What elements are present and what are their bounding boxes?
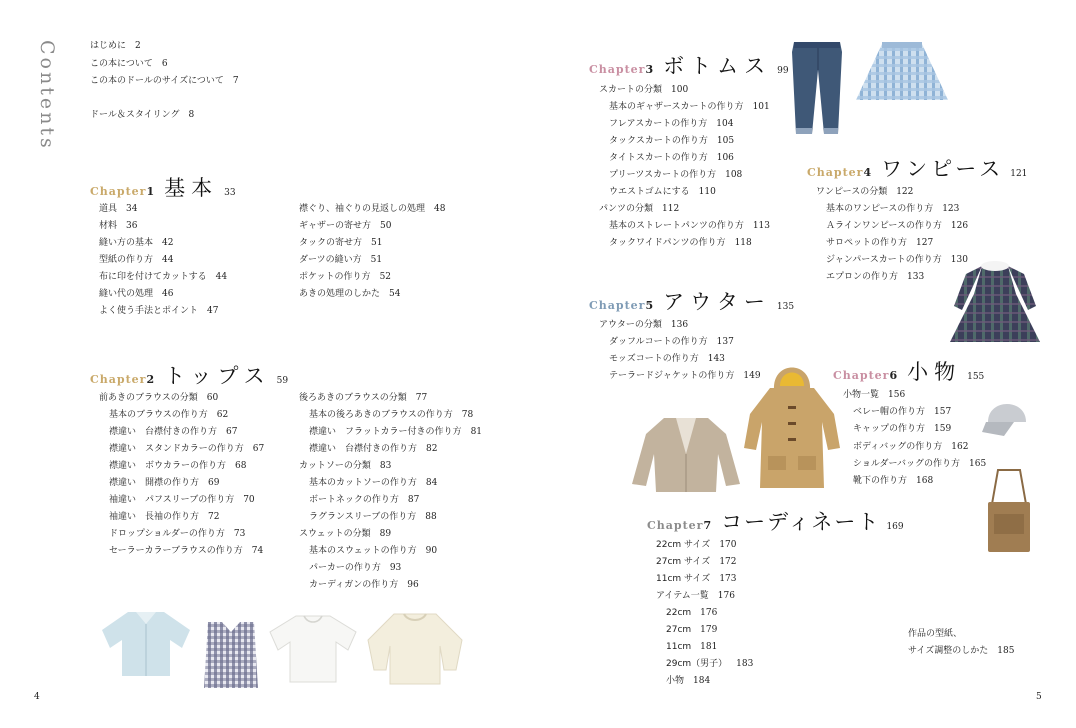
toc-entry [666, 659, 753, 670]
toc-entry-page: 36 [126, 221, 138, 231]
toc-entry-text: 22cm サイズ [656, 540, 711, 550]
toc-entry-page: 51 [370, 255, 383, 265]
toc-entry [299, 204, 445, 215]
toc-entry-page: 168 [916, 476, 934, 486]
plaid-skirt-photo [852, 40, 952, 104]
toc-entry [609, 136, 734, 147]
toc-entry [309, 478, 437, 489]
folio-left: 4 [34, 692, 40, 702]
toc-entry-text: 袖違い パフスリーブの作り方 [109, 495, 235, 505]
chapter-title: コーディネート [721, 510, 881, 534]
toc-entry-page: 69 [208, 478, 220, 488]
chapter-title: トップス [164, 364, 271, 388]
toc-entry-page: 133 [907, 272, 925, 282]
chapter-6-heading [833, 356, 984, 386]
toc-entry-text: アイテム一覧 [656, 591, 709, 601]
toc-entry [609, 119, 733, 130]
toc-entry-text: サロペットの作り方 [826, 238, 908, 248]
toc-entry [309, 546, 437, 557]
white-tee-photo [268, 612, 358, 684]
chapter-label: Chapter [833, 369, 890, 382]
toc-entry-page: 127 [916, 238, 934, 248]
toc-entry [609, 153, 734, 164]
toc-entry-text: 後ろあきのブラウスの分類 [299, 393, 407, 403]
chapter-5-heading [589, 286, 794, 316]
toc-entry [309, 410, 473, 421]
toc-entry-text: 前あきのブラウスの分類 [99, 393, 198, 403]
toc-entry [90, 110, 194, 121]
toc-entry [826, 238, 933, 249]
toc-entry [609, 187, 716, 198]
toc-entry-page: 73 [233, 529, 246, 539]
toc-entry-text: 縫い代の処理 [99, 289, 154, 299]
toc-entry-page: 82 [426, 444, 438, 454]
chapter-4-heading [807, 153, 1027, 183]
toc-entry-text: カットソーの分類 [299, 461, 371, 471]
toc-entry [99, 255, 173, 266]
toc-entry-text: この本のドールのサイズについて [90, 76, 224, 86]
toc-entry [109, 478, 219, 489]
toc-entry-page: 46 [162, 289, 174, 299]
toc-entry [99, 393, 218, 404]
toc-entry-text: スカートの分類 [599, 85, 663, 95]
toc-entry-text: 基本のギャザースカートの作り方 [609, 102, 744, 112]
chapter-number: 1 [146, 185, 155, 198]
chapter-number: 5 [645, 299, 654, 312]
toc-entry-page: 67 [252, 444, 265, 454]
toc-entry [99, 272, 227, 283]
toc-entry-text: タックワイドパンツの作り方 [609, 238, 726, 248]
toc-entry [666, 676, 710, 687]
toc-entry-page: 170 [719, 540, 737, 550]
plaid-dress-photo [946, 258, 1044, 346]
chapter-title: 基本 [164, 176, 219, 200]
toc-entry-page: 51 [371, 238, 383, 248]
chapter-page: 33 [224, 188, 236, 198]
chapter-title: ワンピース [881, 157, 1005, 181]
toc-entry-page: 181 [700, 642, 718, 652]
toc-entry [666, 625, 717, 636]
toc-entry-page: 149 [743, 371, 761, 381]
toc-entry [109, 427, 237, 438]
chapter-label: Chapter [807, 166, 864, 179]
toc-entry-text: ポケットの作り方 [299, 272, 371, 282]
chapter-7-heading [647, 506, 904, 536]
toc-entry-text: タックスカートの作り方 [609, 136, 708, 146]
toc-entry-text: 材料 [99, 221, 118, 231]
toc-entry-page: 179 [700, 625, 718, 635]
tailored-jacket-photo [630, 414, 742, 494]
toc-entry-text: 基本のブラウスの作り方 [109, 410, 208, 420]
toc-entry-text: 襟違い スタンドカラーの作り方 [109, 444, 244, 454]
toc-entry-page: 78 [461, 410, 474, 420]
chapter-page: 135 [776, 302, 795, 312]
toc-entry-page: 7 [232, 76, 239, 86]
toc-entry-page: 143 [707, 354, 725, 364]
toc-entry-page: 159 [934, 424, 952, 435]
toc-entry [826, 221, 968, 232]
toc-entry-page: 173 [719, 574, 737, 584]
toc-entry [299, 393, 427, 404]
toc-entry-text: 靴下の作り方 [853, 476, 908, 486]
toc-entry [109, 512, 219, 523]
chapter-title: アウター [663, 290, 771, 314]
toc-entry [666, 642, 717, 653]
toc-entry-text: 襟ぐり、袖ぐりの見返しの処理 [299, 204, 426, 214]
toc-entry-text: プリーツスカートの作り方 [609, 170, 717, 180]
toc-entry-text: 縫い方の基本 [99, 238, 154, 248]
toc-entry [299, 289, 400, 300]
toc-entry-text: タックの寄せ方 [299, 238, 363, 248]
toc-entry-text: 小物一覧 [843, 390, 880, 400]
toc-entry-page: 52 [379, 272, 392, 282]
chapter-number: 6 [889, 369, 898, 382]
toc-entry-text: モッズコートの作り方 [609, 354, 699, 364]
toc-entry-page: 48 [434, 204, 446, 214]
chapter-label: Chapter [90, 373, 147, 386]
chapter-title: 小物 [907, 360, 962, 384]
chapter-3-heading [589, 50, 789, 80]
toc-entry [853, 424, 951, 435]
toc-entry [299, 529, 391, 540]
toc-entry-text: 襟違い ボウカラーの作り方 [109, 461, 227, 471]
toc-entry-text: エプロンの作り方 [826, 272, 899, 282]
toc-entry [853, 459, 986, 470]
toc-entry-text: 小物 [666, 676, 685, 686]
chapter-number: 4 [863, 166, 872, 179]
toc-entry-text: 27cm サイズ [656, 557, 711, 567]
toc-entry [309, 495, 419, 506]
toc-entry [90, 76, 239, 87]
toc-entry [599, 320, 688, 331]
chapter-label: Chapter [589, 299, 646, 312]
toc-entry-page: 87 [407, 495, 420, 505]
toc-entry-text: ラグランスリーブの作り方 [309, 512, 417, 522]
toc-entry-text: ボディバッグの作り方 [853, 441, 943, 452]
toc-entry [109, 444, 264, 455]
toc-entry-text: はじめに [90, 41, 127, 51]
toc-entry-page: 93 [389, 563, 402, 573]
chapter-label: Chapter [647, 519, 704, 532]
toc-entry-page: 54 [389, 289, 401, 299]
pattern-note-line1: 作品の型紙、 [908, 629, 963, 639]
toc-entry-page: 81 [470, 427, 483, 437]
toc-entry-text: セーラーカラーブラウスの作り方 [109, 546, 243, 556]
toc-entry-page: 96 [407, 580, 419, 590]
folio-right: 5 [1036, 692, 1042, 702]
toc-entry-page: 6 [161, 58, 168, 69]
toc-entry [109, 546, 263, 557]
toc-entry-text: 道具 [99, 204, 118, 214]
toc-entry-text: Ａラインワンピースの作り方 [826, 221, 942, 231]
toc-entry-page: 72 [208, 512, 220, 522]
toc-entry [309, 512, 437, 523]
toc-entry [309, 427, 482, 438]
toc-entry-page: 34 [126, 204, 138, 214]
toc-entry-page: 137 [716, 337, 734, 347]
toc-entry [853, 476, 933, 487]
toc-entry-page: 90 [425, 546, 438, 556]
toc-entry-text: この本について [90, 58, 153, 69]
duffle-coat-photo [742, 356, 842, 492]
toc-entry-text: テーラードジャケットの作り方 [609, 371, 735, 381]
toc-entry [299, 461, 391, 472]
toc-entry [109, 495, 255, 506]
toc-entry-page: 84 [425, 478, 438, 488]
toc-entry-text: ショルダーバッグの作り方 [853, 458, 961, 469]
toc-entry-page: 67 [226, 427, 238, 437]
toc-entry-page: 176 [700, 608, 718, 618]
toc-entry-text: 11cm [666, 642, 692, 652]
toc-entry [609, 170, 742, 181]
toc-entry-page: 183 [736, 659, 754, 669]
toc-entry-text: キャップの作り方 [853, 424, 926, 435]
toc-entry-page: 74 [251, 546, 264, 556]
toc-entry-text: 型紙の作り方 [99, 255, 154, 265]
toc-entry-text: ワンピースの分類 [816, 187, 888, 197]
toc-entry-text: ベレー帽の作り方 [853, 407, 926, 418]
toc-entry-page: 118 [734, 238, 752, 248]
toc-entry-text: 27cm [666, 625, 692, 635]
toc-entry-page: 172 [719, 557, 737, 567]
toc-entry [309, 444, 437, 455]
toc-entry-page: 123 [942, 204, 960, 214]
toc-entry-page: 104 [716, 119, 734, 129]
toc-entry [656, 574, 737, 585]
shoulder-bag-photo [984, 464, 1034, 554]
toc-entry-text: ウエストゴムにする [609, 187, 690, 197]
toc-entry-text: カーディガンの作り方 [309, 580, 399, 590]
blouse-photo [98, 608, 194, 678]
toc-entry [609, 102, 770, 113]
toc-entry [826, 272, 924, 283]
toc-entry [309, 563, 401, 574]
toc-entry-text: 11cm サイズ [656, 574, 711, 584]
chapter-number: 3 [645, 63, 654, 76]
toc-entry-text: 22cm [666, 608, 692, 618]
toc-entry-text: アウターの分類 [599, 320, 662, 330]
toc-entry-text: ドール＆スタイリング [90, 110, 180, 120]
toc-entry [826, 204, 959, 215]
toc-entry-page: 42 [162, 238, 174, 248]
knit-sweater-photo [364, 610, 466, 686]
toc-entry-page: 2 [135, 41, 141, 51]
toc-entry-text: 袖違い 長袖の作り方 [109, 512, 200, 522]
toc-entry-text: 基本のスウェットの作り方 [309, 546, 417, 556]
toc-entry-page: 130 [950, 255, 968, 265]
toc-entry-text: ギャザーの寄せ方 [299, 221, 372, 231]
toc-entry [599, 204, 679, 215]
toc-entry-text: よく使う手法とポイント [99, 306, 199, 316]
toc-entry-page: 70 [243, 495, 255, 505]
toc-entry [109, 410, 228, 421]
gingham-top-photo [202, 618, 260, 690]
toc-entry-text: スウェットの分類 [299, 529, 371, 539]
toc-entry [609, 337, 734, 348]
toc-entry-text: 基本の後ろあきのブラウスの作り方 [309, 410, 453, 420]
toc-entry-page: 44 [215, 272, 228, 282]
pattern-note-text: サイズ調整のしかた [908, 646, 989, 656]
toc-entry-text: ボートネックの作り方 [309, 495, 399, 505]
toc-entry [656, 591, 735, 602]
chapter-1-heading [90, 172, 236, 202]
toc-entry-page: 176 [717, 591, 735, 601]
toc-entry-page: 156 [888, 390, 906, 400]
toc-entry-page: 50 [380, 221, 392, 231]
toc-entry-text: 29cm（男子） [666, 659, 728, 669]
toc-entry-text: 基本のカットソーの作り方 [309, 478, 417, 488]
toc-entry [853, 407, 951, 418]
chapter-page: 155 [967, 372, 985, 382]
toc-entry [853, 442, 968, 453]
contents-heading: Contents [36, 40, 58, 151]
chapter-page: 121 [1010, 169, 1028, 179]
chapter-page: 169 [886, 522, 904, 532]
toc-entry [99, 306, 218, 317]
toc-entry [609, 238, 752, 249]
toc-entry-page: 77 [415, 393, 428, 403]
chapter-number: 2 [146, 373, 155, 386]
pattern-note-page: 185 [997, 646, 1015, 656]
toc-entry-page: 47 [207, 306, 219, 316]
toc-entry-text: タイトスカートの作り方 [609, 153, 708, 163]
toc-entry [109, 461, 246, 472]
toc-entry-page: 8 [188, 110, 195, 120]
chapter-page: 59 [276, 376, 289, 386]
chapter-label: Chapter [90, 185, 147, 198]
chapter-number: 7 [703, 519, 712, 532]
toc-entry [90, 41, 141, 52]
toc-entry-text: 基本のワンピースの作り方 [826, 204, 934, 214]
toc-entry [816, 187, 913, 198]
toc-entry-text: 襟違い 開襟の作り方 [109, 478, 200, 488]
toc-entry-page: 108 [725, 170, 743, 180]
toc-entry-text: 襟違い 台襟付きの作り方 [309, 444, 418, 454]
toc-entry [99, 238, 173, 249]
jeans-photo [786, 40, 848, 136]
toc-entry [609, 221, 770, 232]
toc-entry-text: フレアスカートの作り方 [609, 119, 708, 129]
toc-entry [656, 540, 737, 551]
toc-entry-text: ダッフルコートの作り方 [609, 337, 708, 347]
toc-entry [843, 390, 905, 401]
toc-entry-text: 襟違い 台襟付きの作り方 [109, 427, 218, 437]
toc-entry [609, 371, 761, 382]
toc-entry-text: ジャンパースカートの作り方 [826, 255, 942, 265]
toc-entry [109, 529, 245, 540]
toc-entry-text: ダーツの縫い方 [299, 255, 362, 265]
toc-entry [609, 354, 725, 365]
toc-entry-text: 布に印を付けてカットする [99, 272, 207, 282]
toc-entry-page: 113 [752, 221, 771, 231]
toc-entry-page: 88 [425, 512, 437, 522]
toc-entry [99, 204, 137, 215]
toc-entry-text: あきの処理のしかた [299, 289, 381, 299]
toc-entry [299, 255, 382, 266]
toc-entry-page: 184 [693, 676, 711, 686]
toc-entry-page: 105 [716, 136, 735, 146]
toc-entry-page: 162 [951, 441, 969, 452]
toc-entry-page: 126 [950, 221, 969, 231]
pattern-note-line2 [908, 646, 1014, 657]
toc-entry-page: 106 [716, 153, 734, 163]
toc-entry-page: 89 [379, 529, 392, 539]
chapter-title: ボトムス [663, 54, 772, 78]
toc-entry-page: 157 [934, 407, 952, 418]
toc-entry-text: パンツの分類 [599, 204, 654, 214]
toc-entry-page: 165 [969, 458, 987, 469]
toc-entry-page: 100 [671, 85, 689, 95]
chapter-2-heading [90, 360, 288, 390]
toc-entry [299, 238, 382, 249]
toc-entry-page: 60 [206, 393, 219, 403]
toc-entry [656, 557, 737, 568]
toc-entry-text: ドロップショルダーの作り方 [109, 529, 225, 539]
toc-entry [99, 289, 173, 300]
toc-entry [666, 608, 717, 619]
toc-entry-page: 44 [162, 255, 174, 265]
toc-entry-page: 112 [662, 204, 680, 214]
toc-entry [599, 85, 688, 96]
toc-entry [299, 272, 391, 283]
chapter-page: 99 [777, 66, 789, 76]
toc-entry [299, 221, 391, 232]
toc-entry-page: 62 [216, 410, 229, 420]
toc-entry-text: 基本のストレートパンツの作り方 [609, 221, 744, 231]
toc-entry-page: 122 [896, 187, 914, 197]
toc-entry-page: 83 [379, 461, 392, 471]
cap-photo [980, 392, 1034, 438]
toc-entry-page: 136 [670, 320, 689, 330]
toc-entry [99, 221, 137, 232]
toc-entry [90, 59, 168, 70]
toc-entry [309, 580, 419, 591]
toc-entry-text: 襟違い フラットカラー付きの作り方 [309, 427, 462, 437]
chapter-label: Chapter [589, 63, 646, 76]
toc-entry-page: 68 [235, 461, 247, 471]
toc-entry-text: パーカーの作り方 [309, 563, 381, 573]
toc-entry-page: 110 [698, 187, 716, 197]
toc-entry-page: 101 [752, 102, 770, 112]
